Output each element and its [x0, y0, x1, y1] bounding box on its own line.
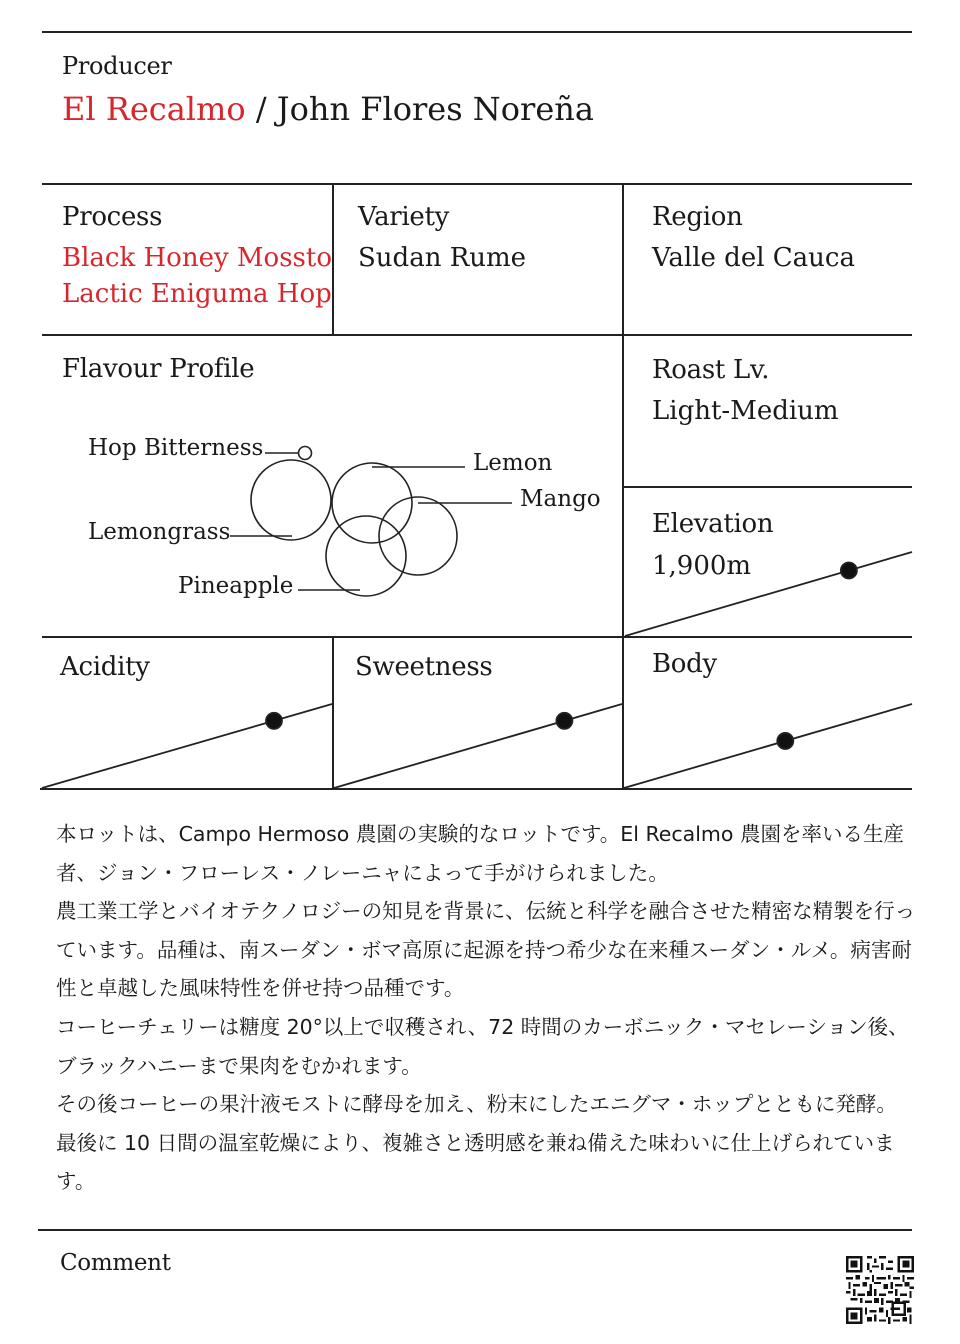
elevation-scale	[625, 552, 912, 636]
producer-person: John Flores Noreña	[276, 90, 594, 128]
sweetness-label: Sweetness	[355, 652, 493, 682]
process-line-2: Lactic Eniguma Hop	[62, 279, 332, 309]
roast-label: Roast Lv.	[652, 355, 770, 385]
variety-value: Sudan Rume	[358, 243, 527, 273]
body-scale	[624, 704, 912, 788]
acidity-marker	[266, 713, 282, 729]
producer-separator: /	[245, 90, 277, 128]
body-label: Body	[652, 649, 717, 679]
body-marker	[777, 733, 793, 749]
flavour-note-pineapple: Pineapple	[178, 573, 294, 599]
elevation-value: 1,900m	[652, 551, 752, 581]
acidity-label: Acidity	[60, 652, 150, 682]
description-paragraph-3: コーヒーチェリーは糖度 20°以上で収穫され、72 時間のカーボニック・マセレーション後、ブラックハニーまで果肉をむかれます。	[56, 1014, 909, 1078]
producer-farm: El Recalmo	[62, 90, 246, 128]
roast-value: Light-Medium	[652, 396, 839, 426]
producer-label: Producer	[62, 52, 172, 80]
description	[56, 815, 916, 1201]
description-paragraph-1: 本ロットは、Campo Hermoso 農園の実験的なロットです。El Recalmo 農園を率いる生産者、ジョン・フローレス・ノレーニャによって手がけられました。	[56, 822, 904, 885]
flavour-note-hop-bitterness: Hop Bitterness	[88, 435, 264, 461]
region-label: Region	[652, 202, 743, 232]
elevation-label: Elevation	[652, 509, 774, 539]
flavour-note-mango: Mango	[520, 486, 601, 512]
description-paragraph-4: その後コーヒーの果汁液モストに酵母を加え、粉末にしたエニグマ・ホップとともに発酵。最後に 10 日間の温室乾燥により、複雑さと透明感を兼ね備えた味わいに仕上げられています。	[56, 1092, 897, 1194]
flavour-note-lemongrass: Lemongrass	[88, 519, 231, 545]
description-paragraph-2: 農工業工学とバイオテクノロジーの知見を背景に、伝統と科学を融合させた精密な精製を行っています。品種は、南スーダン・ボマ高原に起源を持つ希少な在来種スーダン・ルメ。病害耐性と卓越した風味特性を併せ持つ品種です。	[56, 899, 916, 1001]
region-value: Valle del Cauca	[652, 243, 855, 273]
process-label: Process	[62, 202, 163, 232]
sweetness-scale	[334, 704, 622, 788]
process-line-1: Black Honey Mossto	[62, 243, 332, 273]
flavour-note-lemon: Lemon	[473, 450, 553, 476]
acidity-scale	[42, 704, 332, 788]
sweetness-marker	[556, 713, 572, 729]
flavour-profile-label: Flavour Profile	[62, 354, 255, 384]
qr-code-icon[interactable]	[846, 1256, 914, 1324]
variety-label: Variety	[358, 202, 450, 232]
comment-label: Comment	[60, 1250, 171, 1276]
elevation-marker	[841, 562, 857, 578]
